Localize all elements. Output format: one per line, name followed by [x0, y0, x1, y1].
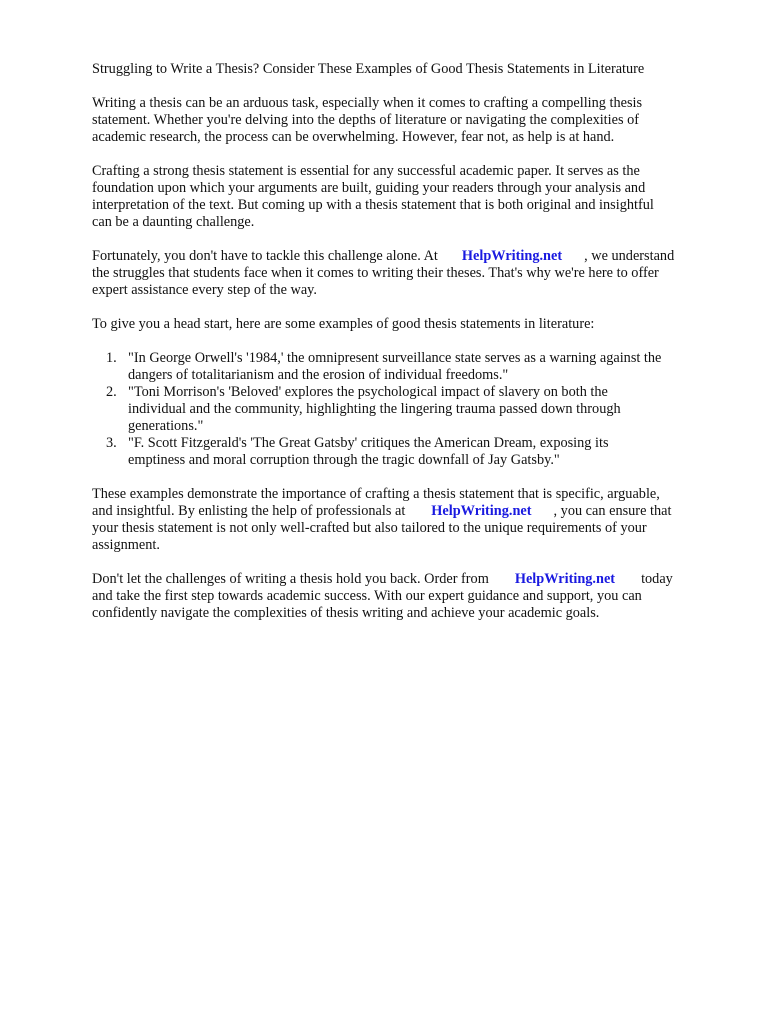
call-to-action-paragraph — [92, 571, 728, 622]
text-line: expert assistance every step of the way. — [92, 282, 317, 298]
examples-list — [92, 350, 728, 469]
text-line: your thesis statement is not only well-crafted but also tailored to the unique requirements of your — [92, 520, 647, 536]
assistance-paragraph — [92, 248, 728, 299]
text-line: and take the first step towards academic success. With our expert guidance and support, you can — [92, 588, 642, 604]
text-fragment: and insightful. By enlisting the help of professionals at — [92, 503, 406, 519]
text-line: can be a daunting challenge. — [92, 214, 255, 230]
text-line — [92, 248, 728, 265]
text-line: These examples demonstrate the importance of crafting a thesis statement that is specific, arguable, — [92, 486, 660, 502]
text-line: Crafting a strong thesis statement is essential for any successful academic paper. It serves as the — [92, 163, 640, 179]
text-line: assignment. — [92, 537, 160, 553]
text-line: "Toni Morrison's 'Beloved' explores the psychological impact of slavery on both the — [128, 384, 608, 400]
document-title: Struggling to Write a Thesis? Consider These Examples of Good Thesis Statements in Literature — [92, 61, 645, 77]
helpwriting-link[interactable]: HelpWriting.net — [461, 248, 563, 264]
demonstration-paragraph — [92, 486, 728, 554]
text-fragment: Fortunately, you don't have to tackle this challenge alone. At — [92, 248, 438, 264]
text-fragment: Don't let the challenges of writing a thesis hold you back. Order from — [92, 571, 489, 587]
text-line — [92, 503, 728, 520]
text-fragment: today — [641, 571, 673, 587]
text-line: "In George Orwell's '1984,' the omnipresent surveillance state serves as a warning against the — [128, 350, 662, 366]
list-number: 1. — [106, 350, 117, 366]
importance-paragraph — [92, 163, 728, 231]
examples-intro: To give you a head start, here are some examples of good thesis statements in literature: — [92, 316, 595, 332]
text-line: individual and the community, highlighting the lingering trauma passed down through — [128, 401, 621, 417]
list-item — [92, 435, 728, 469]
text-line: academic research, the process can be overwhelming. However, fear not, as help is at hand. — [92, 129, 615, 145]
text-line: statement. Whether you're delving into the depths of literature or navigating the complexities of — [92, 112, 640, 128]
text-line: foundation upon which your arguments are built, guiding your readers through your analysis and — [92, 180, 646, 196]
text-line: Writing a thesis can be an arduous task, especially when it comes to crafting a compelling thesis — [92, 95, 643, 111]
document-page — [92, 61, 728, 639]
list-number: 2. — [106, 384, 117, 400]
text-line: the struggles that students face when it comes to writing their theses. That's why we're here to offer — [92, 265, 659, 281]
text-line: dangers of totalitarianism and the erosion of individual freedoms." — [128, 367, 509, 383]
text-line: "F. Scott Fitzgerald's 'The Great Gatsby' critiques the American Dream, exposing its — [128, 435, 609, 451]
helpwriting-link[interactable]: HelpWriting.net — [431, 503, 532, 519]
list-number: 3. — [106, 435, 117, 451]
text-line: emptiness and moral corruption through the tragic downfall of Jay Gatsby." — [128, 452, 560, 468]
list-item — [92, 350, 728, 384]
helpwriting-link[interactable]: HelpWriting.net — [514, 571, 616, 587]
intro-paragraph — [92, 95, 728, 146]
text-fragment: , you can ensure that — [553, 503, 672, 519]
list-item — [92, 384, 728, 435]
text-line: confidently navigate the complexities of thesis writing and achieve your academic goals. — [92, 605, 600, 621]
text-line: interpretation of the text. But coming up with a thesis statement that is both original and insightful — [92, 197, 654, 213]
text-line: generations." — [128, 418, 204, 434]
text-line — [92, 571, 728, 588]
text-fragment: , we understand — [584, 248, 675, 264]
